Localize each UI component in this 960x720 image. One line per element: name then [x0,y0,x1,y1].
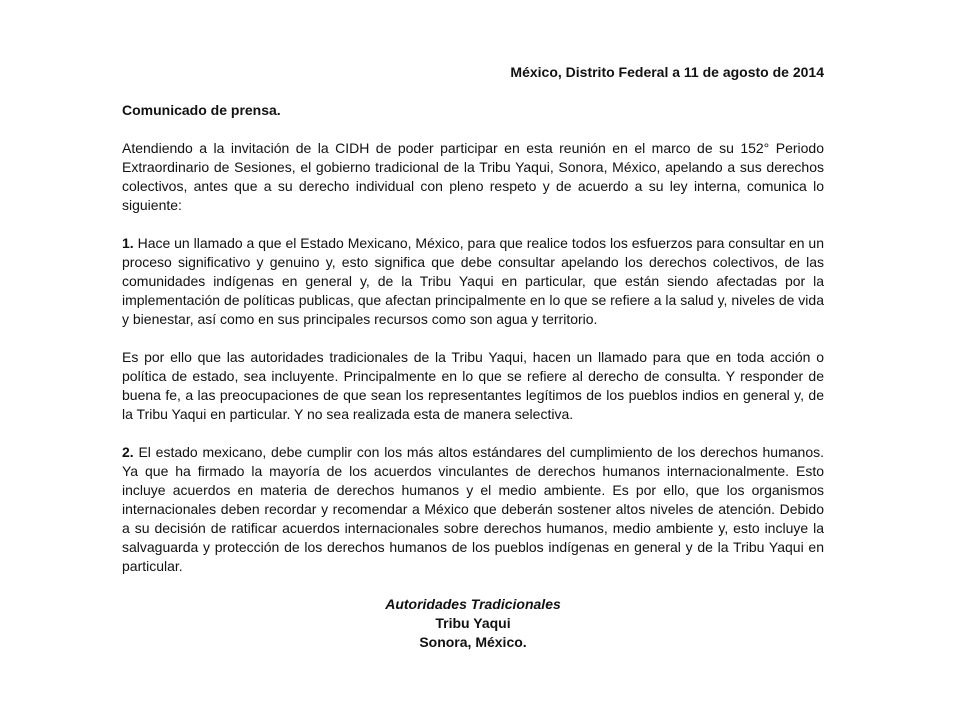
point-1-number: 1. [122,235,134,251]
point-2-paragraph [122,443,824,576]
point-1-paragraph [122,234,824,329]
signature-authorities: Autoridades Tradicionales [385,596,561,612]
intro-paragraph [122,139,824,215]
point-2-number: 2. [122,444,134,460]
signature-tribe: Tribu Yaqui [435,615,511,631]
point-2-text: El estado mexicano, debe cumplir con los más altos estándares del cumplimiento de los derechos humanos. Ya que ha firmado la mayoría de los acuerdos vinculantes de derechos humanos internacionalmente. Esto incluye acuerdos en materia de derechos humanos y el medio ambiente. Es por ello, que los organismos internacionales deben recordar y recomendar a México que deberán sostener altos niveles de atención. Debido a su decisión de ratificar acuerdos internacionales sobre derechos humanos, medio ambiente y, esto incluye la salvaguarda y protección de los derechos humanos de los pueblos indígenas en general y de la Tribu Yaqui en particular. [122,444,824,574]
intro-text: Atendiendo a la invitación de la CIDH de poder participar en esta reunión en el marco de su 152° Periodo Extraordinario de Sesiones, el gobierno tradicional de la Tribu Yaqui, Sonora, México, apelando a sus derechos colectivos, antes que a su derecho individual con pleno respeto y de acuerdo a su ley interna, comunica lo siguiente: [122,140,824,213]
date-line: México, Distrito Federal a 11 de agosto de 2014 [510,64,824,80]
point-1-text: Hace un llamado a que el Estado Mexicano, México, para que realice todos los esfuerzos para consultar en un proceso significativo y genuino y, esto significa que debe consultar apelando los derechos colectivos, de las comunidades indígenas en general y, de la Tribu Yaqui en particular, que están siendo afectadas por la implementación de políticas publicas, que afectan principalmente en lo que se refiere a la salud y, niveles de vida y bienestar, así como en sus principales recursos como son agua y territorio. [122,235,824,327]
signature-block [122,595,824,652]
document-heading: Comunicado de prensa. [122,102,281,118]
paragraph-2 [122,348,824,424]
paragraph-2-text: Es por ello que las autoridades tradicionales de la Tribu Yaqui, hacen un llamado para que en toda acción o política de estado, sea incluyente. Principalmente en lo que se refiere al derecho de consulta. Y responder de buena fe, a las preocupaciones de que sean los representantes legítimos de los pueblos indios en general y, de la Tribu Yaqui en particular. Y no sea realizada esta de manera selectiva. [122,349,824,422]
signature-location: Sonora, México. [419,634,527,650]
press-release-document [122,63,824,652]
